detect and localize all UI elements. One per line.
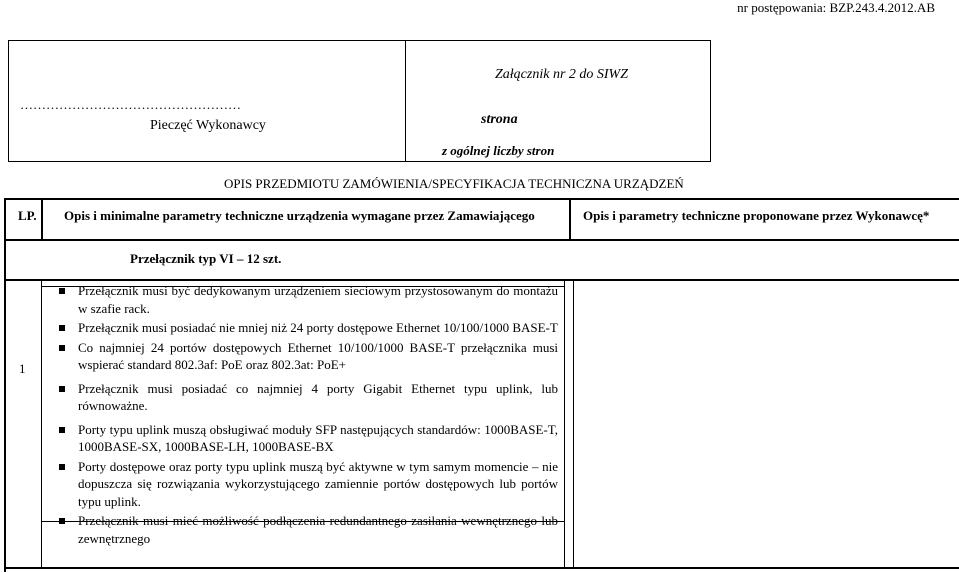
section-title: Przełącznik typ VI – 12 szt. (130, 251, 282, 266)
spec-item: Porty typu uplink muszą obsługiwać moduły SFP następujących standardów: 1000BASE-T, 1000BASE-SX, 1000BASE-LH, 1000BASE-BX (44, 421, 558, 456)
table-line (4, 279, 959, 281)
table-line (564, 281, 565, 569)
row-number: 1 (19, 361, 26, 376)
document-title: OPIS PRZEDMIOTU ZAMÓWIENIA/SPECYFIKACJA TECHNICZNA URZĄDZEŃ (224, 176, 684, 191)
page-of-label: z ogólnej liczby stron (442, 143, 555, 158)
page-label: strona (481, 112, 518, 127)
spec-item: Przełącznik musi być dedykowanym urządzeniem sieciowym przystosowanym do montażu w szafie rack. (44, 282, 558, 317)
column-header-requirements: Opis i minimalne parametry techniczne urządzenia wymagane przez Zamawiającego (64, 208, 535, 223)
table-line (573, 281, 574, 569)
spec-item: Co najmniej 24 portów dostępowych Ethernet 10/100/1000 BASE-T przełącznika musi wspierać standard 802.3af: PoE oraz 802.3at: PoE+ (44, 339, 558, 374)
column-header-proposal: Opis i parametry techniczne proponowane przez Wykonawcę* (583, 208, 930, 223)
table-line (4, 239, 959, 241)
reference-number: nr postępowania: BZP.243.4.2012.AB (737, 0, 935, 15)
spec-item: Przełącznik musi posiadać co najmniej 4 porty Gigabit Ethernet typu uplink, lub równoważne. (44, 380, 558, 415)
spec-item: Przełącznik musi mieć możliwość podłączenia redundantnego zasilania wewnętrznego lub zewnętrznego (44, 512, 558, 547)
table-line (41, 198, 43, 240)
spec-list (44, 282, 558, 555)
column-header-lp: LP. (18, 208, 37, 223)
stamp-dots: …………………………………………… (20, 97, 241, 112)
stamp-label: Pieczęć Wykonawcy (150, 118, 266, 133)
spec-item: Porty dostępowe oraz porty typu uplink muszą być aktywne w tym samym momencie – nie dopuszcza się rozwiązania wykorzystującego zamiennie portów dostępowych lub portów typu uplink. (44, 458, 558, 511)
spec-item: Przełącznik musi posiadać nie mniej niż 24 porty dostępowe Ethernet 10/100/1000 BASE-T (44, 319, 558, 337)
table-line (569, 198, 571, 240)
table-line (41, 281, 42, 569)
header-divider (405, 40, 406, 162)
annex-label: Załącznik nr 2 do SIWZ (495, 67, 628, 82)
table-line (4, 567, 959, 569)
